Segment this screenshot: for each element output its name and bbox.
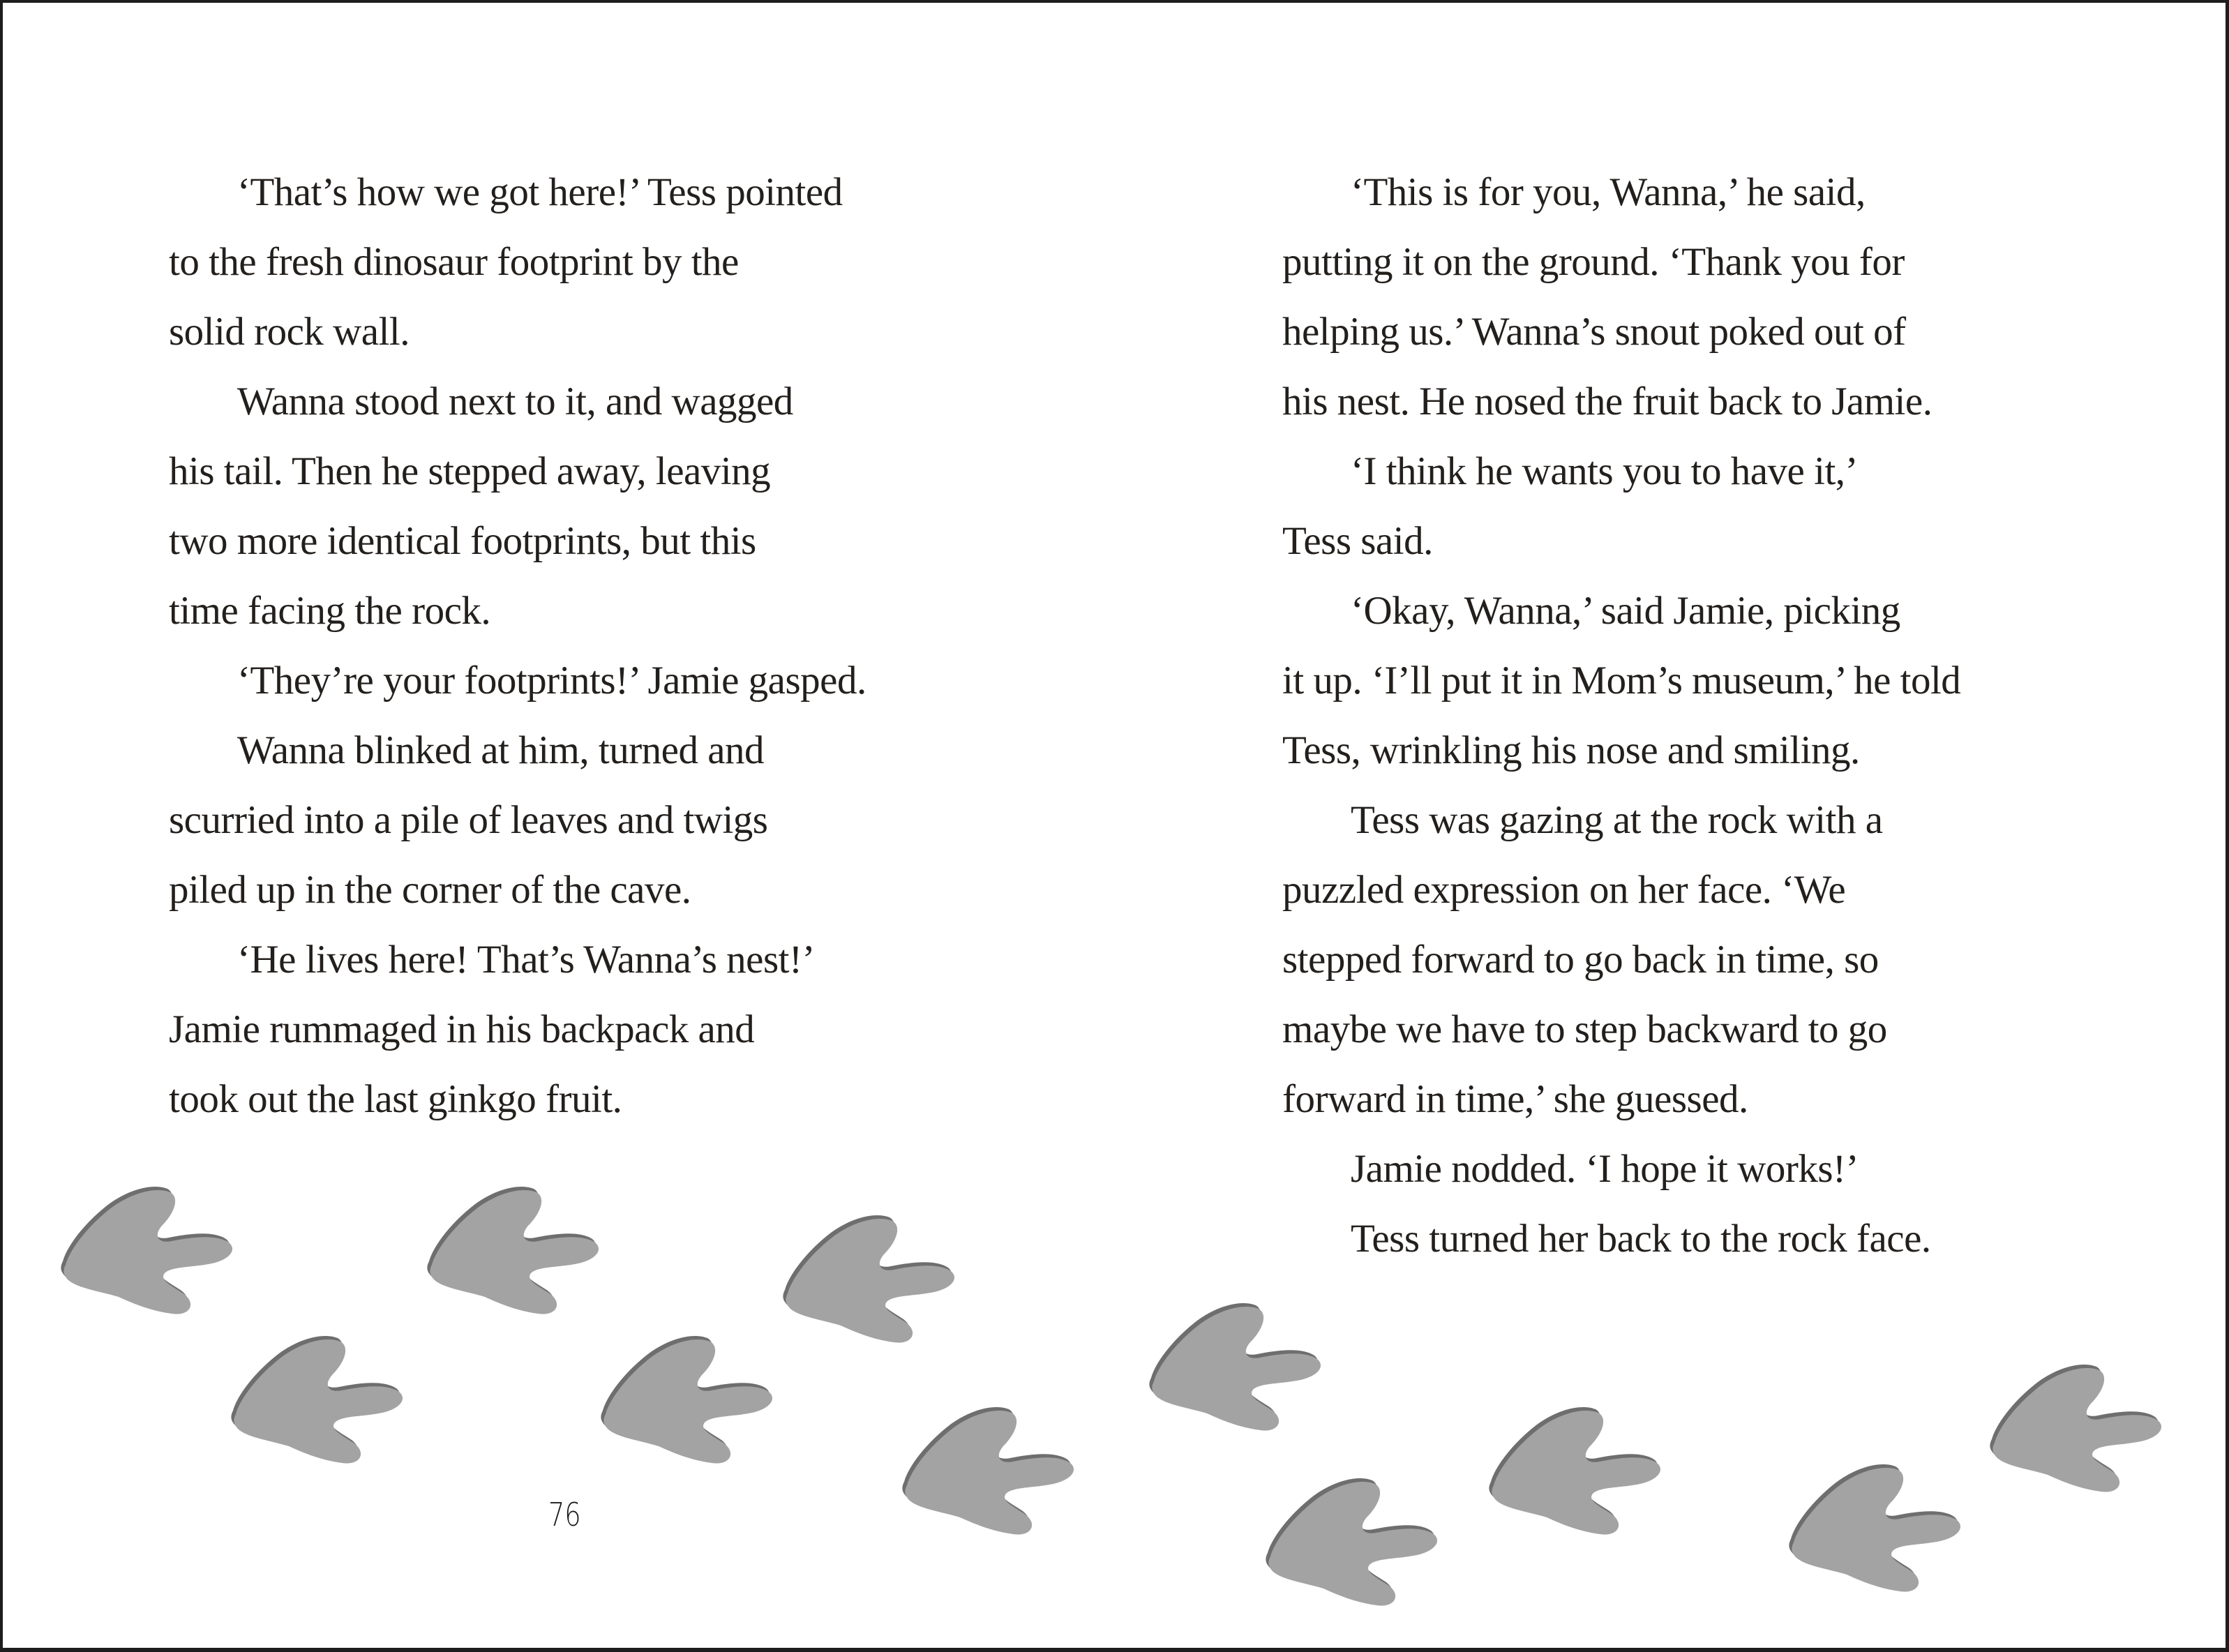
dinosaur-footprint-icon <box>782 1211 958 1348</box>
text-line: time facing the rock. <box>169 589 491 633</box>
left-page-text <box>169 158 1027 1134</box>
text-line: helping us.’ Wanna’s snout poked out of <box>1282 310 1906 354</box>
dinosaur-footprint-icon <box>1488 1403 1664 1540</box>
page-number: 76 <box>548 1496 581 1533</box>
text-line: scurried into a pile of leaves and twigs <box>169 798 768 842</box>
text-line: solid rock wall. <box>169 310 410 354</box>
text-line: Tess, wrinkling his nose and smiling. <box>1282 728 1860 772</box>
dinosaur-footprint-icon <box>1989 1360 2165 1497</box>
text-line: Tess said. <box>1282 519 1433 563</box>
text-line: took out the last ginkgo fruit. <box>169 1077 622 1121</box>
text-line: ‘They’re your footprints!’ Jamie gasped. <box>237 659 866 703</box>
dinosaur-footprint-icon <box>60 1182 236 1319</box>
text-line: forward in time,’ she guessed. <box>1282 1077 1748 1121</box>
text-line: Tess turned her back to the rock face. <box>1351 1217 1931 1261</box>
dinosaur-footprint-icon <box>1788 1460 1964 1597</box>
right-page-text <box>1282 158 2147 1274</box>
text-line: putting it on the ground. ‘Thank you for <box>1282 240 1905 284</box>
text-line: ‘I think he wants you to have it,’ <box>1351 449 1859 493</box>
text-line: maybe we have to step backward to go <box>1282 1007 1887 1051</box>
text-line: stepped forward to go back in time, so <box>1282 938 1879 982</box>
text-line: Wanna stood next to it, and wagged <box>237 380 793 423</box>
dinosaur-footprint-icon <box>1265 1474 1441 1611</box>
text-line: his nest. He nosed the fruit back to Jamie. <box>1282 380 1932 423</box>
dinosaur-footprint-icon <box>426 1182 602 1319</box>
text-line: Jamie nodded. ‘I hope it works!’ <box>1351 1147 1859 1191</box>
text-line: ‘Okay, Wanna,’ said Jamie, picking <box>1351 589 1900 633</box>
text-line: his tail. Then he stepped away, leaving <box>169 449 771 493</box>
text-line: ‘He lives here! That’s Wanna’s nest!’ <box>237 938 815 982</box>
text-line: it up. ‘I’ll put it in Mom’s museum,’ he told <box>1282 659 1961 703</box>
text-line: Wanna blinked at him, turned and <box>237 728 765 772</box>
dinosaur-footprint-icon <box>230 1332 406 1469</box>
text-line: Jamie rummaged in his backpack and <box>169 1007 755 1051</box>
text-line: piled up in the corner of the cave. <box>169 868 691 912</box>
dinosaur-footprint-icon <box>901 1403 1077 1540</box>
text-line: ‘This is for you, Wanna,’ he said, <box>1351 170 1866 214</box>
text-line: to the fresh dinosaur footprint by the <box>169 240 739 284</box>
dinosaur-footprint-icon <box>600 1332 776 1469</box>
dinosaur-footprint-icon <box>1148 1299 1324 1436</box>
text-line: two more identical footprints, but this <box>169 519 756 563</box>
text-line: Tess was gazing at the rock with a <box>1351 798 1883 842</box>
text-line: puzzled expression on her face. ‘We <box>1282 868 1846 912</box>
text-line: ‘That’s how we got here!’ Tess pointed <box>237 170 843 214</box>
